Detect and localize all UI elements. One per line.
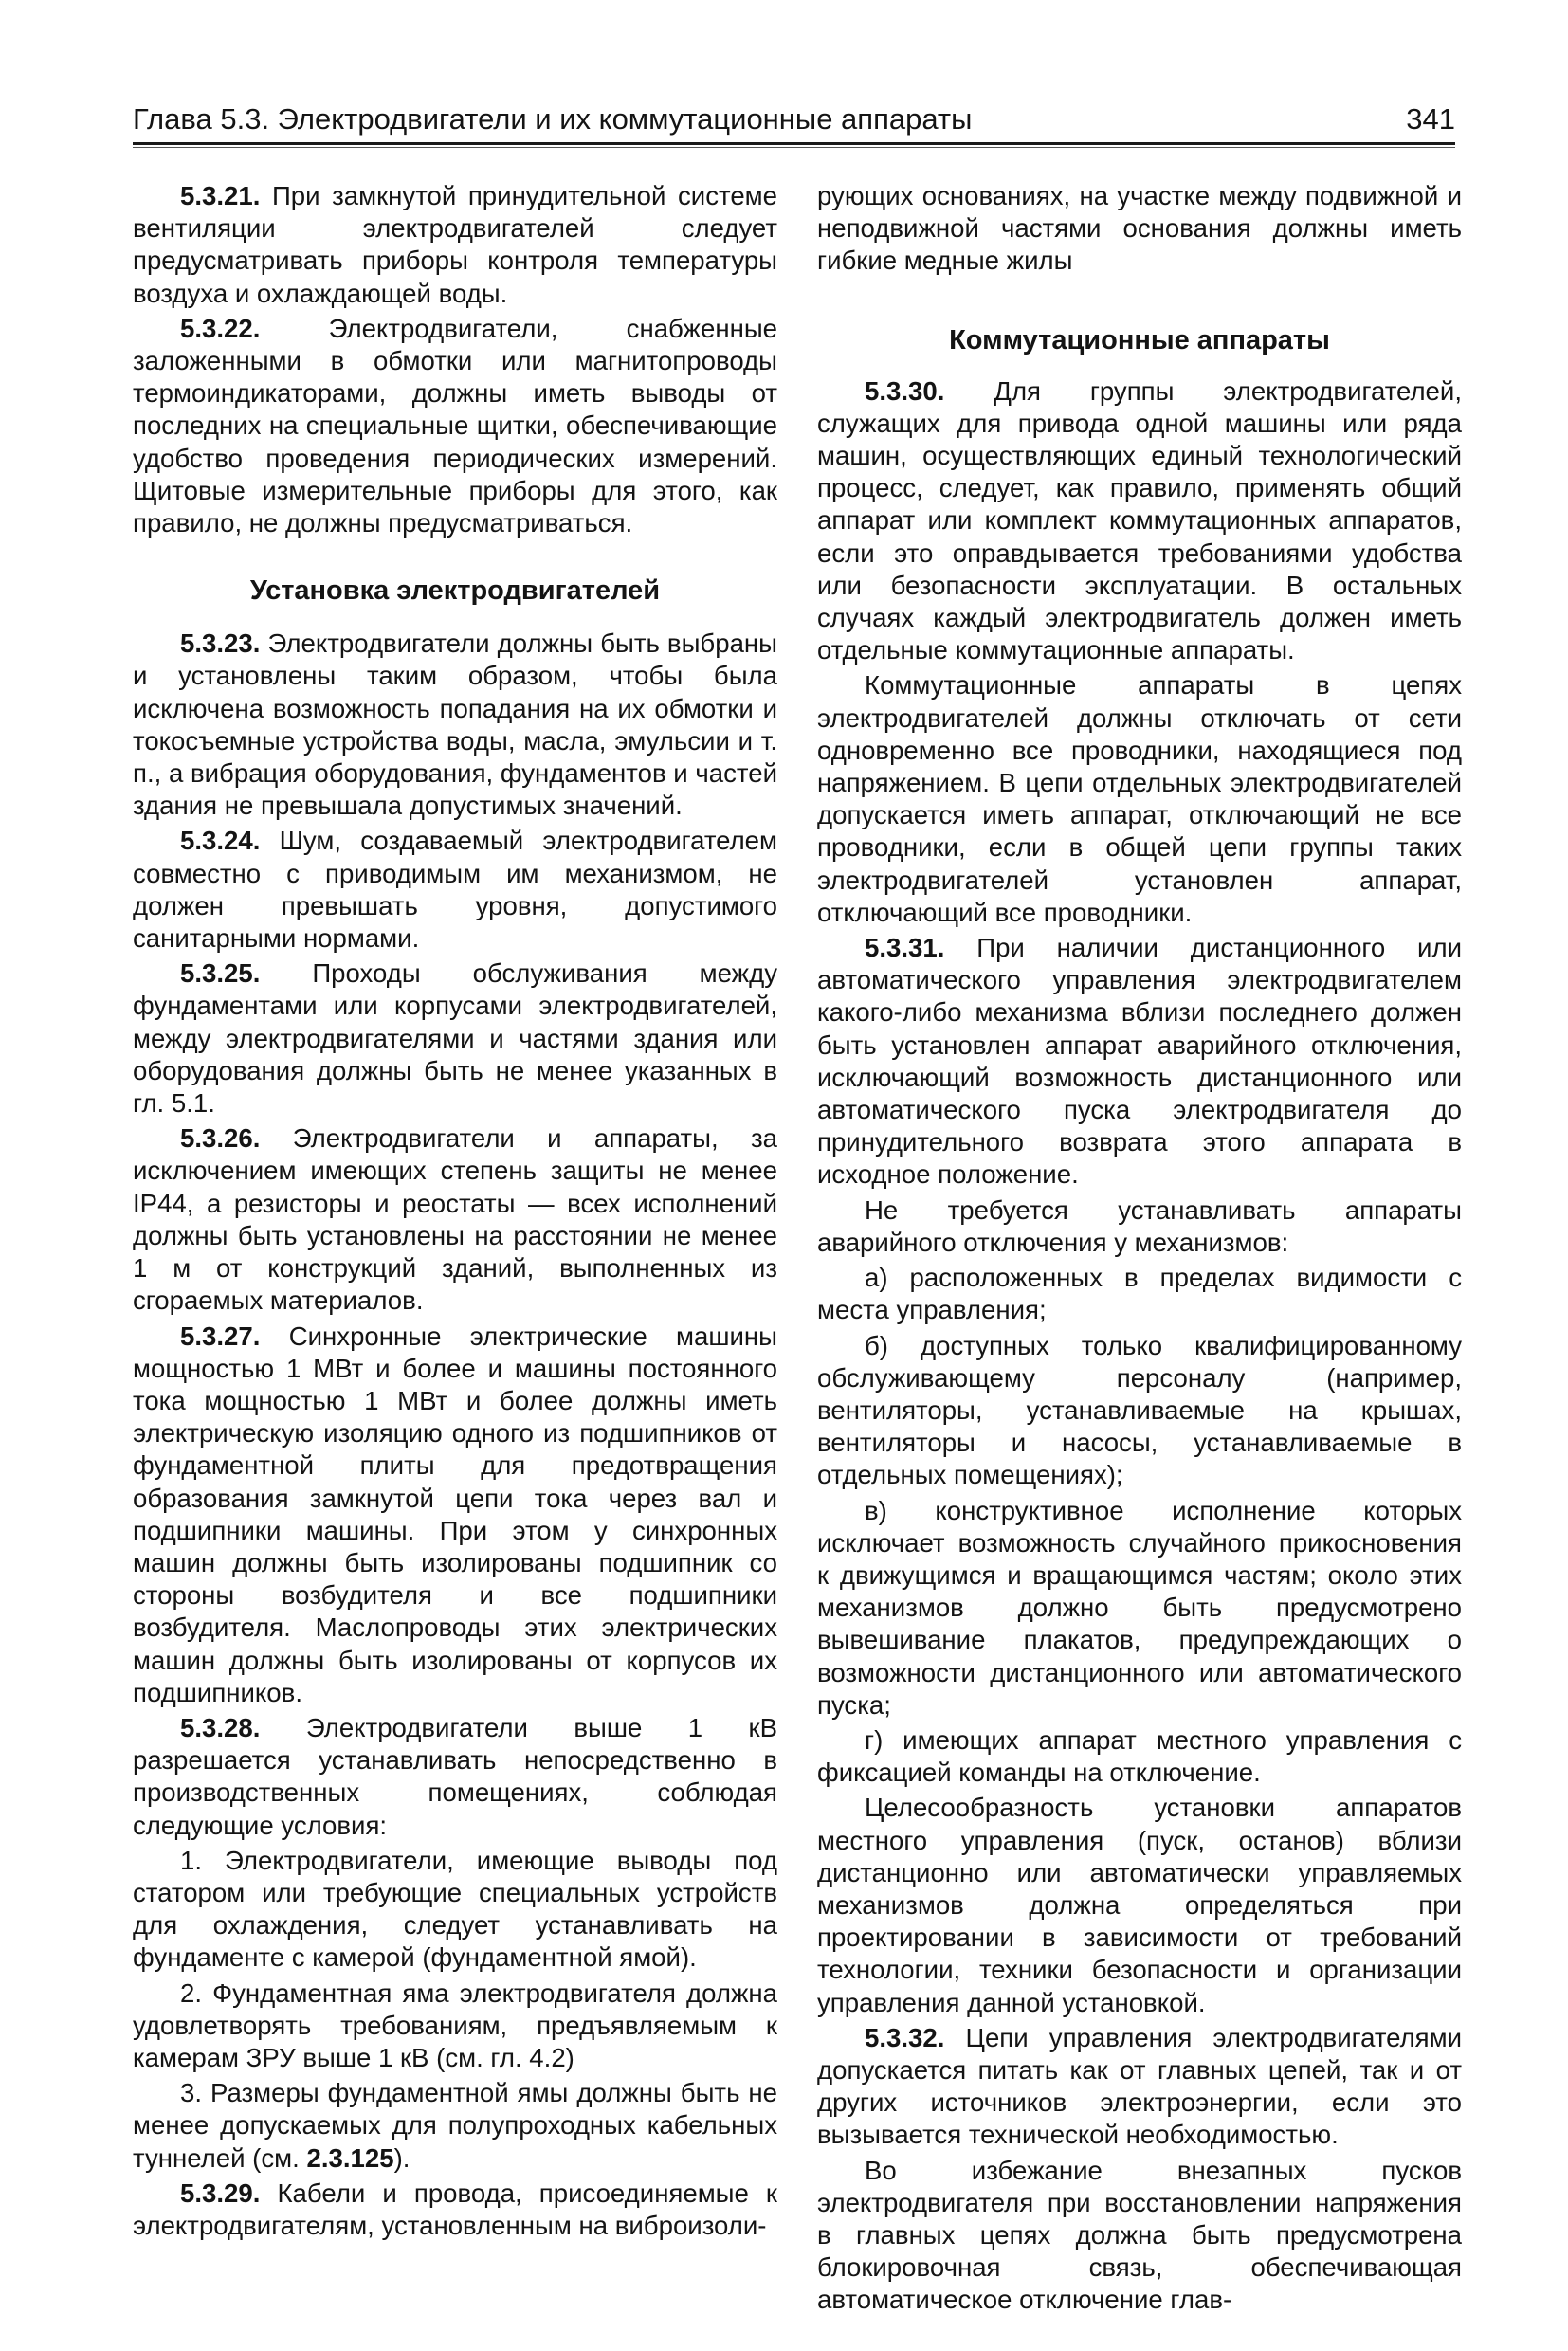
- clause-5-3-23: 5.3.23. Электродвигатели должны быть выбраны и установлены таким образом, чтобы была исключена возможность попадания на их обмотки и токосъемные устройства воды, масла, эмульсии и т. п., а вибрация оборудования, фундаментов и частей здания не превышала допустимых значений.: [133, 629, 777, 821]
- paragraph: Коммутационные аппараты в цепях электродвигателей должны отключать от сети одновременно все проводники, находящиеся под напряжением. В цепи отдельных электродвигателей допускается иметь аппарат, отключающий не все проводники, если в общей цепи группы таких электродвигателей установлен аппарат, отключающий все проводники.: [817, 670, 1462, 927]
- clause-5-3-28: 5.3.28. Электродвигатели выше 1 кВ разрешается устанавливать непосредственно в производственных помещениях, соблюдая следующие условия:: [133, 1712, 777, 1840]
- paragraph: Во избежание внезапных пусков электродвигателя при восстановлении напряжения в главных цепях должна быть предусмотрена блокировочная связь, обеспечивающая автоматическое отключение глав-: [817, 2155, 1462, 2315]
- clause-5-3-22: 5.3.22. Электродвигатели, снабженные заложенными в обмотки или магнитопроводы термоиндикаторами, должны иметь выводы от последних на специальные щитки, обеспечивающие удобство проведения периодических измерений. Щитовые измерительные приборы для этого, как правило, не должны предусматриваться.: [133, 313, 777, 538]
- clause-5-3-29-continued: рующих основаниях, на участке между подвижной и неподвижной частями основания должны иметь гибкие медные жилы: [817, 181, 1462, 276]
- condition-2: 2. Фундаментная яма электродвигателя должна удовлетворять требованиям, предъявляемым к камерам ЗРУ выше 1 кВ (см. гл. 4.2): [133, 1977, 777, 2072]
- chapter-title: Глава 5.3. Электродвигатели и их коммутационные аппараты: [133, 102, 973, 136]
- clause-5-3-30: 5.3.30. Для группы электродвигателей, служащих для привода одной машины или ряда машин, осуществляющих единый технологический процесс, следует, как правило, применять общий аппарат или комплект коммутационных аппаратов, если это оправдывается требованиями удобства или безопасности эксплуатации. В остальных случаях каждый электродвигатель должен иметь отдельные коммутационные аппараты.: [817, 375, 1462, 665]
- clause-5-3-32: 5.3.32. Цепи управления электродвигателями допускается питать как от главных цепей, так и от других источников электроэнергии, если это вызывается технической необходимостью.: [817, 2022, 1462, 2150]
- clause-5-3-27: 5.3.27. Синхронные электрические машины мощностью 1 МВт и более и машины постоянного тока мощностью 1 МВт и более должны иметь электрическую изоляцию одного из подшипников от фундаментной плиты для предотвращения образования замкнутой цепи тока через вал и подшипники машины. При этом у синхронных машин должны быть изолированы подшипник со стороны возбудителя и все подшипники возбудителя. Маслопроводы этих электрических машин должны быть изолированы от корпусов их подшипников.: [133, 1321, 777, 1707]
- clause-5-3-21: 5.3.21. При замкнутой принудительной системе вентиляции электродвигателей следует предусматривать приборы контроля температуры воздуха и охлаждающей воды.: [133, 181, 778, 308]
- list-item-c: в) конструктивное исполнение которых исключает возможность случайного прикосновения к движущимся и вращающимся частям; около этих механизмов должно быть предусмотрено вывешивание плакатов, предупреждающих о возможности дистанционного или автоматического пуска;: [817, 1495, 1462, 1720]
- clause-5-3-29: 5.3.29. Кабели и провода, присоединяемые к электродвигателям, установленным на виброизоли-: [133, 2178, 778, 2240]
- condition-1: 1. Электродвигатели, имеющие выводы под статором или требующие специальных устройств для охлаждения, следует устанавливать на фундаменте с камерой (фундаментной ямой).: [133, 1845, 777, 1973]
- page-number: 341: [1406, 102, 1455, 136]
- cross-reference: 2.3.125: [306, 2142, 394, 2173]
- paragraph: Не требуется устанавливать аппараты аварийного отключения у механизмов:: [817, 1194, 1462, 1257]
- list-item-a: а) расположенных в пределах видимости с места управления;: [817, 1263, 1462, 1325]
- header-rule: [133, 147, 1455, 148]
- list-item-d: г) имеющих аппарат местного управления с фиксацией команды на отключение.: [817, 1724, 1462, 1788]
- clause-5-3-31: 5.3.31. При наличии дистанционного или автоматического управления электродвигателем какого-либо механизма вблизи последнего должен быть установлен аппарат аварийного отключения, исключающий возможность дистанционного или автоматического пуска электродвигателя до принудительного возврата этого аппарата в исходное положение.: [817, 933, 1462, 1190]
- clause-5-3-25: 5.3.25. Проходы обслуживания между фундаментами или корпусами электродвигателей, между электродвигателями и частями здания или оборудования должны быть не менее указанных в гл. 5.1.: [133, 958, 777, 1119]
- clause-5-3-26: 5.3.26. Электродвигатели и аппараты, за исключением имеющих степень защиты не менее IP44, а резисторы и реостаты — всех исполнений должны быть установлены на расстоянии не менее 1 м от конструкций зданий, выполненных из сгораемых материалов.: [133, 1123, 778, 1316]
- clause-5-3-24: 5.3.24. Шум, создаваемый электродвигателем совместно с приводимым им механизмом, не должен превышать уровня, допустимого санитарными нормами.: [133, 826, 778, 954]
- paragraph: Целесообразность установки аппаратов местного управления (пуск, останов) вблизи дистанционно или автоматически управляемых механизмов должна определяться при проектировании в зависимости от требований технологии, техники безопасности и организации управления данной установкой.: [817, 1793, 1462, 2017]
- running-header: [133, 91, 1455, 145]
- list-item-b: б) доступных только квалифицированному обслуживающему персоналу (например, вентиляторы, устанавливаемые на крышах, вентиляторы и насосы, устанавливаемые в отдельных помещениях);: [817, 1330, 1462, 1490]
- left-column: [133, 180, 777, 2245]
- condition-3: 3. Размеры фундаментной ямы должны быть не менее допускаемых для полупроходных кабельных туннелей (см. 2.3.125).: [133, 2078, 777, 2173]
- right-column: [817, 180, 1462, 2320]
- section-heading-switching: Коммутационные аппараты: [949, 324, 1330, 355]
- section-heading-installation: Установка электродвигателей: [249, 575, 661, 607]
